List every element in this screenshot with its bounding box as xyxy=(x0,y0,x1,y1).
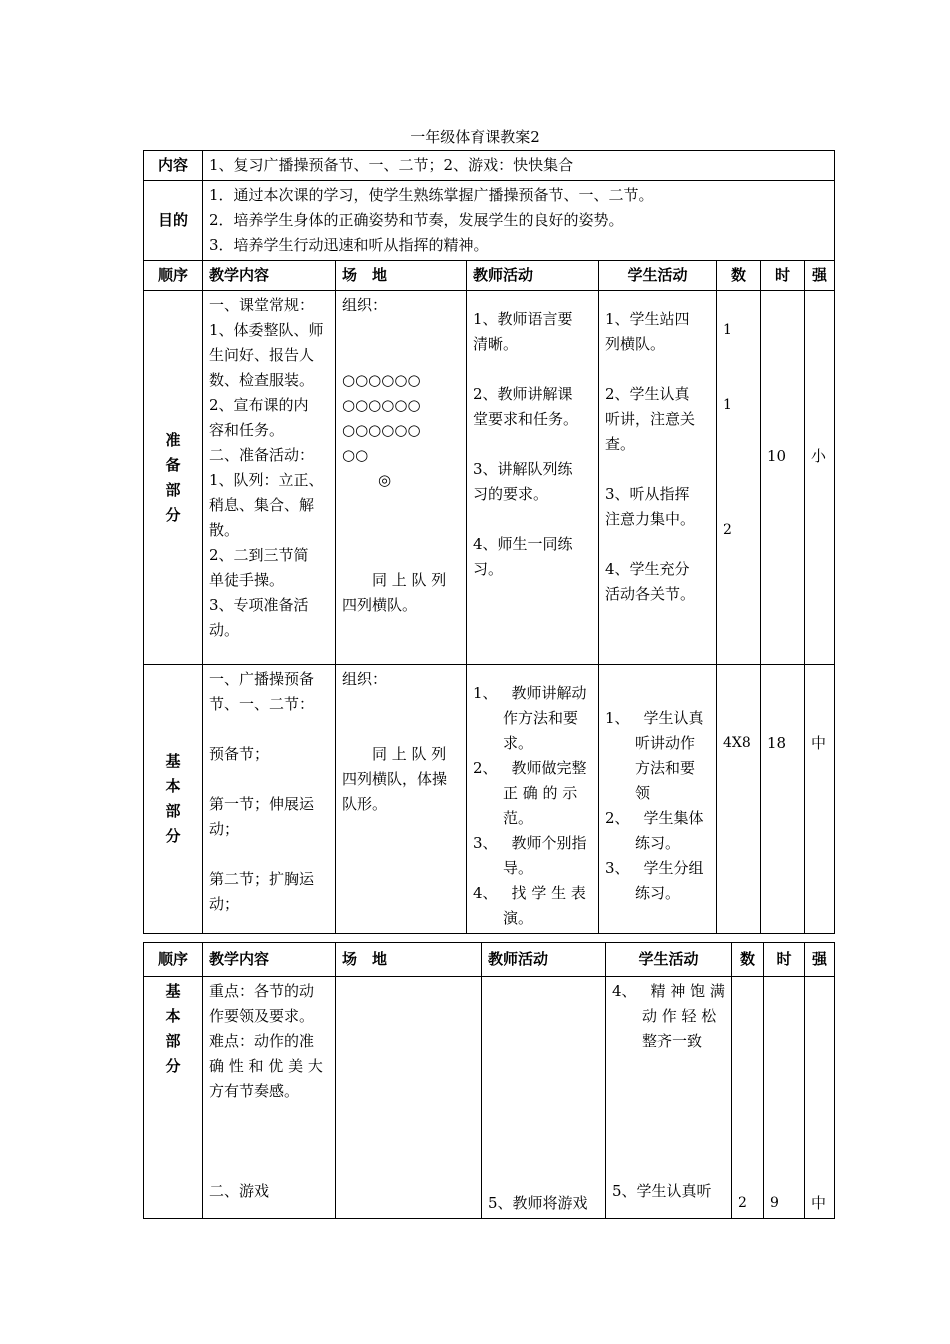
header-count: 数 xyxy=(717,261,761,291)
page2-student: 4、 精 神 饱 满 动 作 轻 松 整齐一致 5、学生认真听 xyxy=(606,977,732,1219)
content-value: 1、复习广播操预备节、一、二节；2、游戏：快快集合 xyxy=(203,151,835,181)
venue-note: 队形。 xyxy=(342,795,388,813)
lesson-plan-table xyxy=(143,150,835,934)
header-intensity: 强 xyxy=(805,261,835,291)
content-label: 内容 xyxy=(144,151,203,181)
section-basic: 基 本 部 分 xyxy=(144,665,203,934)
header-student: 学生活动 xyxy=(599,261,717,291)
prep-time: 10 xyxy=(761,291,805,665)
venue-note: 四列横队。 xyxy=(342,596,418,614)
game-heading: 二、游戏 xyxy=(209,1182,270,1200)
basic-content: 一、广播操预备 节、一、二节： 预备节； 第一节；伸展运 动； 第二节；扩胸运 动； xyxy=(203,665,336,934)
prep-count: 1 1 2 xyxy=(717,291,761,665)
header-order: 顺序 xyxy=(144,943,203,977)
header-content: 教学内容 xyxy=(203,943,336,977)
prep-intensity: 小 xyxy=(805,291,835,665)
formation-row: ○○ xyxy=(342,446,369,464)
venue-note: 同 上 队 列 xyxy=(372,745,447,763)
header-time: 时 xyxy=(764,943,805,977)
page2-content: 重点：各节的动 作要领及要求。 难点：动作的准 确 性 和 优 美 大 方有节奏感。 二、游戏 xyxy=(203,977,336,1219)
prep-venue xyxy=(336,291,467,665)
goal-label: 目的 xyxy=(144,181,203,261)
header-teacher: 教师活动 xyxy=(482,943,606,977)
page2-venue xyxy=(336,977,482,1219)
goal-item: 2．培养学生身体的正确姿势和节奏，发展学生的良好的姿势。 xyxy=(209,211,624,229)
venue-org-label: 组织： xyxy=(342,670,388,688)
prep-student: 1、学生站四 列横队。 2、学生认真 听讲，注意关 查。 3、听从指挥 注意力集中。 4、学生充分 活动各关节。 xyxy=(599,291,717,665)
page2-count: 2 xyxy=(732,977,764,1219)
formation-row: ○○○○○○ xyxy=(342,421,421,439)
page2-intensity: 中 xyxy=(805,977,835,1219)
header-teacher: 教师活动 xyxy=(467,261,599,291)
header-student: 学生活动 xyxy=(606,943,732,977)
basic-count: 4X8 xyxy=(717,665,761,934)
venue-org-label: 组织： xyxy=(342,296,388,314)
teacher-position-icon: ◎ xyxy=(378,471,392,489)
goal-item: 3．培养学生行动迅速和听从指挥的精神。 xyxy=(209,236,489,254)
page2-teacher: 5、教师将游戏 xyxy=(482,977,606,1219)
header-venue: 场 地 xyxy=(336,261,467,291)
venue-note: 四列横队，体操 xyxy=(342,770,448,788)
prep-teacher: 1、教师语言要 清晰。 2、教师讲解课 堂要求和任务。 3、讲解队列练 习的要求。 4、师生一同练 习。 xyxy=(467,291,599,665)
goal-item: 1．通过本次课的学习，使学生熟练掌握广播操预备节、一、二节。 xyxy=(209,186,654,204)
header-intensity: 强 xyxy=(805,943,835,977)
header-time: 时 xyxy=(761,261,805,291)
header-venue: 场 地 xyxy=(336,943,482,977)
header-content: 教学内容 xyxy=(203,261,336,291)
page2-time: 9 xyxy=(764,977,805,1219)
basic-venue xyxy=(336,665,467,934)
venue-note: 同 上 队 列 xyxy=(372,571,447,589)
basic-student: 1、 学生认真 听讲动作 方法和要 领 2、 学生集体 练习。 3、 学生分组 练习。 xyxy=(599,665,717,934)
formation-row: ○○○○○○ xyxy=(342,396,421,414)
prep-content: 一、课堂常规： 1、体委整队、师 生问好、报告人 数、检查服装。 2、宣布课的内 容和任务。 二、准备活动： 1、队列：立正、 稍息、集合、解 散。 2、二到三节简 单徒手操。 3、专项准备活 动。 xyxy=(203,291,336,665)
goal-list xyxy=(203,181,835,261)
header-order: 顺序 xyxy=(144,261,203,291)
lesson-plan-table-continued xyxy=(143,942,835,1219)
page-title: 一年级体育课教案2 xyxy=(410,128,540,146)
basic-teacher: 1、 教师讲解动 作方法和要 求。 2、 教师做完整 正 确 的 示 范。 3、 教师个别指 导。 4、 找 学 生 表 演。 xyxy=(467,665,599,934)
basic-intensity: 中 xyxy=(805,665,835,934)
basic-time: 18 xyxy=(761,665,805,934)
section-basic: 基 本 部 分 xyxy=(144,977,203,1219)
header-count: 数 xyxy=(732,943,764,977)
formation-row: ○○○○○○ xyxy=(342,371,421,389)
section-prep: 准 备 部 分 xyxy=(144,291,203,665)
